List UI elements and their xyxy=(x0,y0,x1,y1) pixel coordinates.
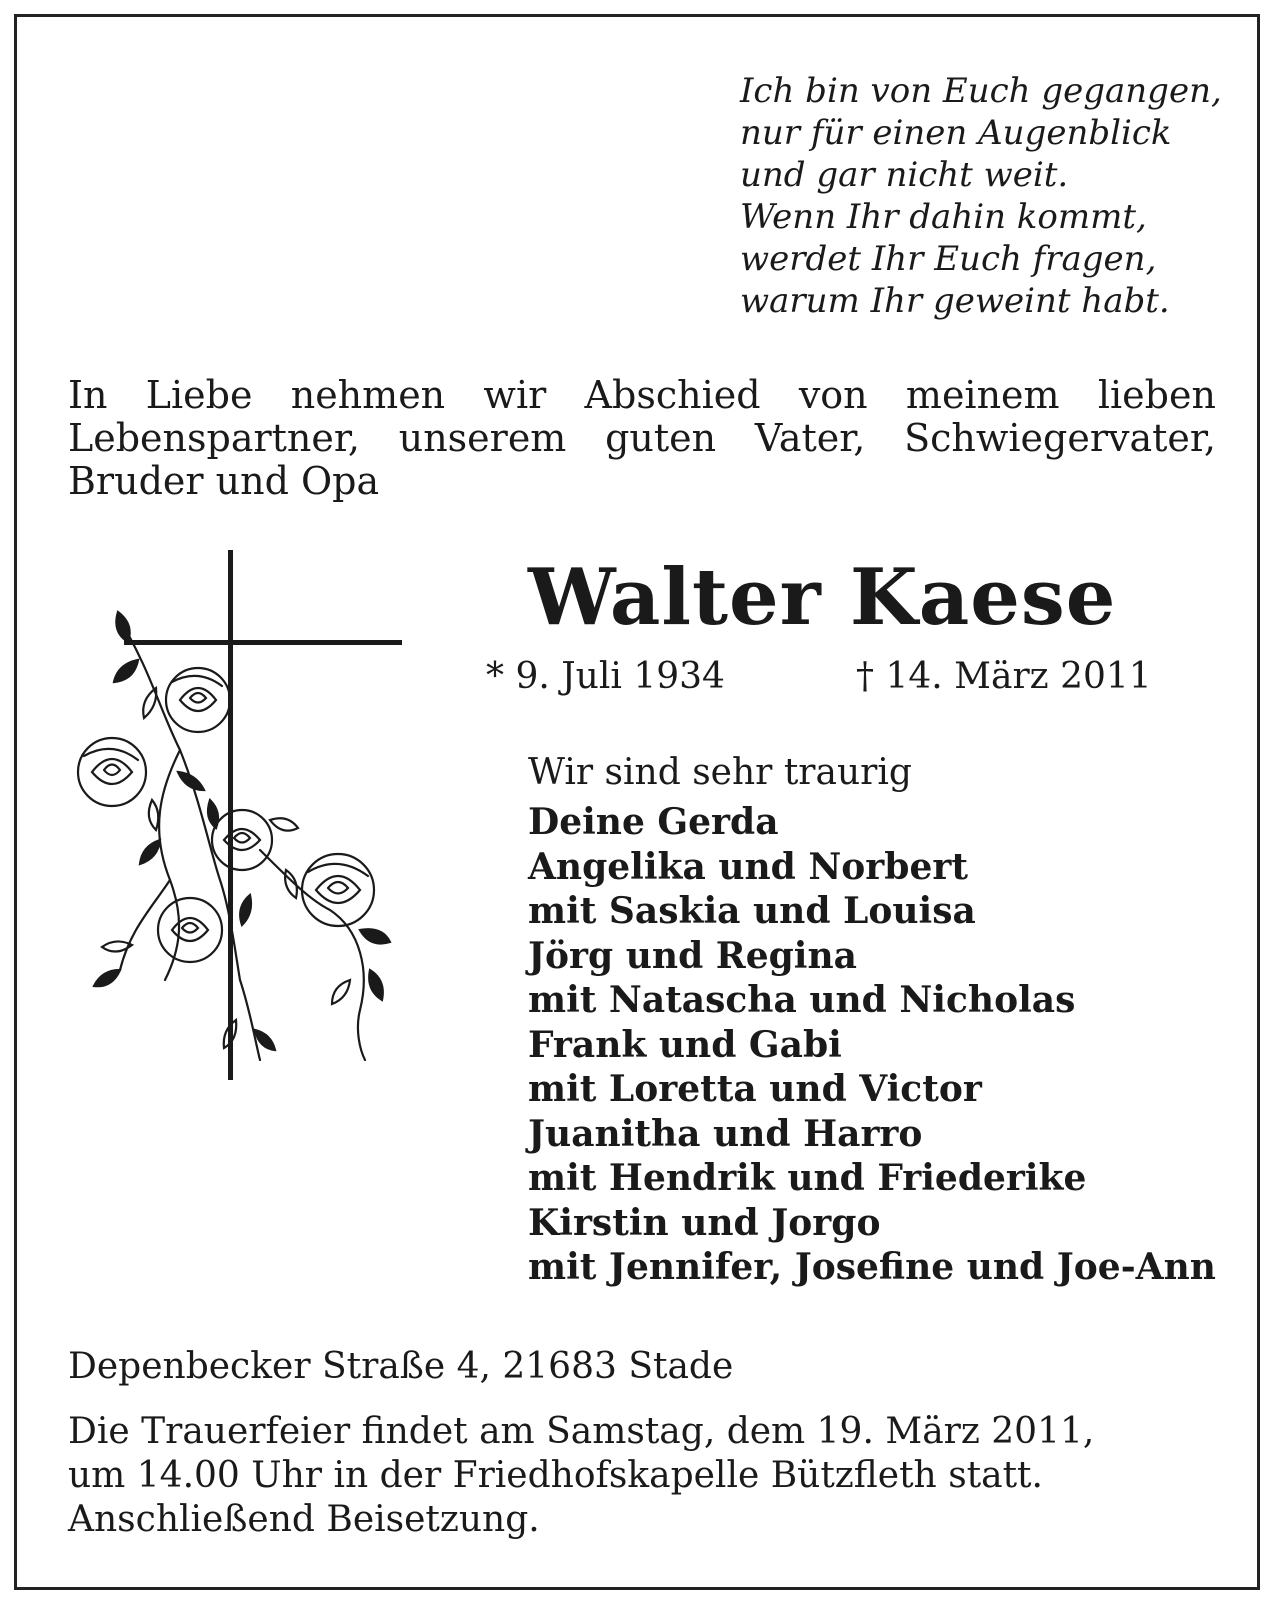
funeral-service-info xyxy=(68,1410,1094,1542)
mourner-line: Juanitha und Harro xyxy=(528,1112,923,1155)
intro-word: guten xyxy=(605,416,717,460)
mourners-intro: Wir sind sehr traurig xyxy=(528,752,912,793)
intro-line xyxy=(68,417,1216,460)
service-line: um 14.00 Uhr in der Friedhofskapelle Bützfleth statt. xyxy=(68,1455,1043,1496)
poem-line: warum Ihr geweint habt. xyxy=(740,281,1170,321)
intro-line xyxy=(68,374,1216,417)
intro-word: meinem xyxy=(905,373,1060,417)
intro-word: Lebenspartner, xyxy=(68,416,360,460)
address: Depenbecker Straße 4, 21683 Stade xyxy=(68,1346,734,1387)
service-line: Die Trauerfeier findet am Samstag, dem 19. März 2011, xyxy=(68,1411,1095,1452)
intro-word: Schwiegervater, xyxy=(904,416,1216,460)
cross-with-roses-illustration xyxy=(60,550,410,1110)
intro-word: von xyxy=(798,373,868,417)
intro-word: wir xyxy=(483,373,547,417)
deceased-name: Walter Kaese xyxy=(528,552,1117,643)
mourner-line: mit Jennifer, Josefine und Joe-Ann xyxy=(528,1246,1216,1288)
intro-word: Abschied xyxy=(584,373,761,417)
intro-word: Vater, xyxy=(754,416,866,460)
intro-line: Bruder und Opa xyxy=(68,459,380,503)
poem-line: und gar nicht weit. xyxy=(740,155,1069,195)
mourner-line: Kirstin und Jorgo xyxy=(528,1201,881,1244)
mourner-line: Deine Gerda xyxy=(528,801,779,843)
death-date: † 14. März 2011 xyxy=(856,656,1152,697)
intro-word: In xyxy=(68,373,108,417)
mourner-line: mit Loretta und Victor xyxy=(528,1068,982,1110)
mourner-line: Frank und Gabi xyxy=(528,1023,842,1066)
poem-line: Ich bin von Euch gegangen, xyxy=(740,71,1222,111)
mourner-line: Jörg und Regina xyxy=(528,934,857,977)
birth-date: * 9. Juli 1934 xyxy=(486,656,725,697)
poem-line: nur für einen Augenblick xyxy=(740,113,1172,153)
service-line: Anschließend Beisetzung. xyxy=(68,1499,540,1540)
intro-text xyxy=(68,374,1216,503)
poem-line: werdet Ihr Euch fragen, xyxy=(740,239,1157,279)
mourner-line: Angelika und Norbert xyxy=(528,845,968,888)
mourner-line: mit Hendrik und Friederike xyxy=(528,1157,1087,1199)
poem-line: Wenn Ihr dahin kommt, xyxy=(740,197,1147,237)
mourners-list xyxy=(528,800,1216,1290)
mourner-line: mit Saskia und Louisa xyxy=(528,890,976,932)
intro-word: unserem xyxy=(398,416,567,460)
mourner-line: mit Natascha und Nicholas xyxy=(528,979,1076,1021)
intro-word: nehmen xyxy=(290,373,446,417)
poem xyxy=(740,70,1240,322)
intro-word: lieben xyxy=(1097,373,1216,417)
intro-word: Liebe xyxy=(145,373,253,417)
